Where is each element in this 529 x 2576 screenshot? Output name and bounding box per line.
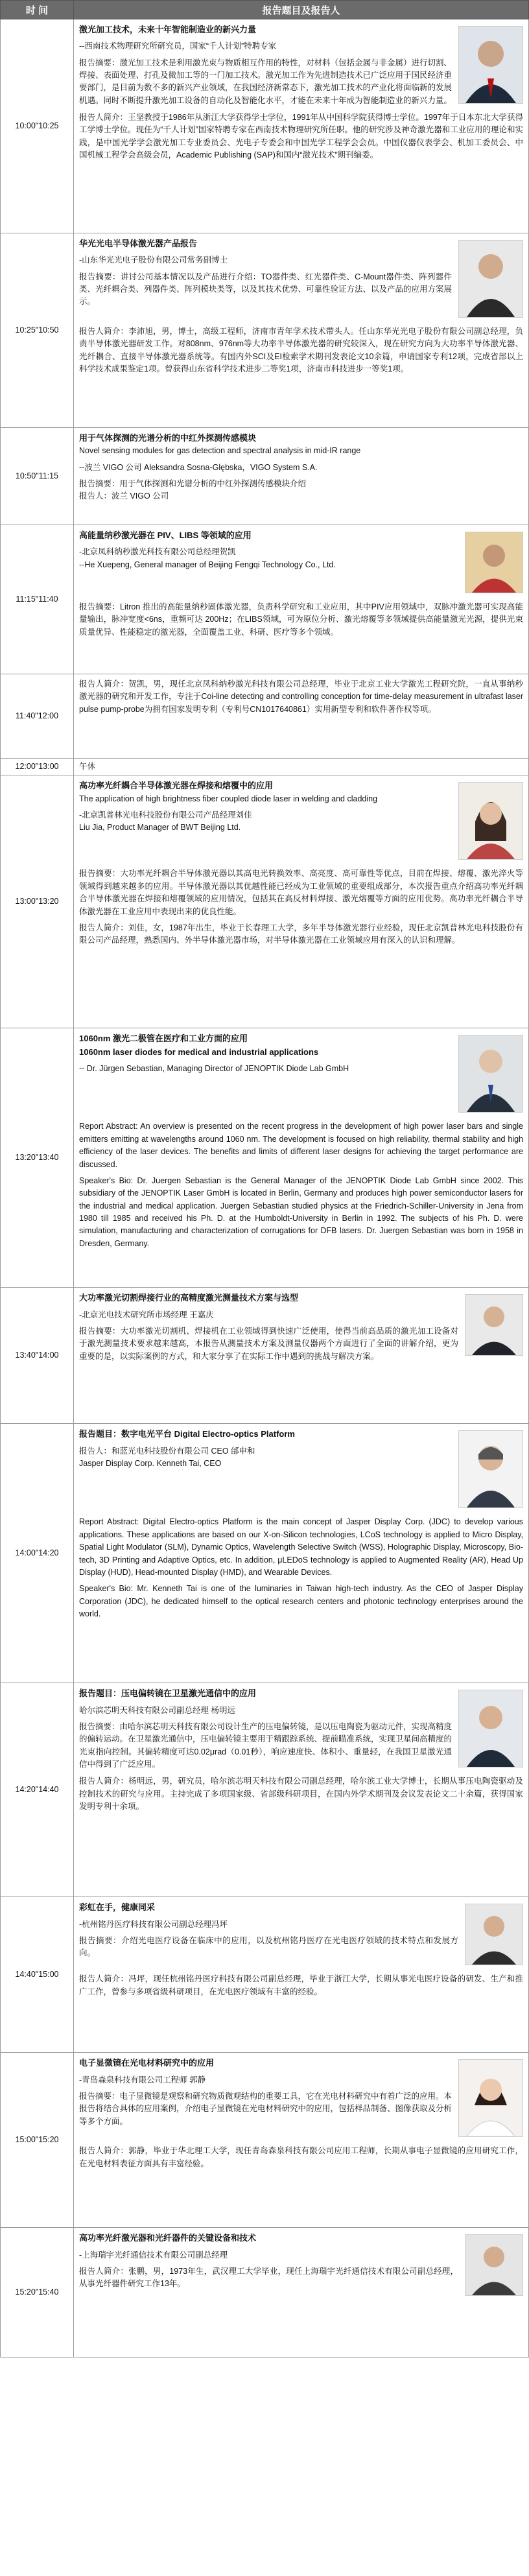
time-slot: 10:50"11:15 <box>1 428 74 525</box>
speaker-bio: 报告人简介：刘佳，女，1987年出生，毕业于长春理工大学，多年半导体激光器行业经验，现任北京凯普林光电科技股份有限公司产品经理，熟悉国内、外半导体激光器市场，对半导体激光器在工业领域应用有深入的认识和理解。 <box>79 923 523 945</box>
speaker-bio: 报告人简介：郭静，毕业于华北理工大学，现任青岛森泉科技有限公司应用工程师，长期从事电子显微镜的应用研究工作，在光电材料表征方面具有丰富经验。 <box>79 2146 523 2168</box>
speaker-photo <box>465 532 523 593</box>
speaker-photo <box>458 26 523 104</box>
talk-title: 高功率光纤激光器和光纤器件的关键设备和技术 <box>79 2233 257 2243</box>
speaker-bio: Speaker's Bio: Dr. Juergen Sebastian is the General Manager of the JENOPTIK Diode Lab GmbH since 2002. This subsidiary of the JENOPTIK Laser GmbH is located in Berlin, Germany and produces high power semiconductor lasers for the industrial and medical application. Juergen Sebastian studied physics at the Friedrich-Schiller-University in Jena from 1980 till 1985 and received his Ph. D. at the Humboldt-University in Berlin in 1992. The subjects of his Ph. D. were simulation, manufacturing and characterization of corrugations for DFB lasers. Dr. Juergen Sebastian was born in 1958 in Dresden, Germany. <box>79 1176 523 1248</box>
time-slot: 10:00"10:25 <box>1 19 74 233</box>
time-slot: 11:40"12:00 <box>1 674 74 759</box>
time-slot: 14:20"14:40 <box>1 1683 74 1897</box>
speaker-photo <box>458 2059 523 2137</box>
speaker-photo <box>458 1430 523 1508</box>
time-slot: 15:00"15:20 <box>1 2053 74 2228</box>
talk-english-title: The application of high brightness fiber coupled diode laser in welding and cladding <box>79 794 378 803</box>
time-slot: 14:40"15:00 <box>1 1897 74 2053</box>
agenda-row <box>1 1897 529 2053</box>
talk-title: 大功率激光切割焊接行业的高精度激光测量技术方案与选型 <box>79 1293 299 1303</box>
break-label: 午休 <box>79 762 96 771</box>
speaker-line: 哈尔滨芯明天科技有限公司副总经理 杨明远 <box>79 1705 235 1715</box>
agenda-row <box>1 1424 529 1683</box>
speaker-bio: 报告人简介：王坚教授于1986年从浙江大学获得学士学位，1991年从中国科学院获得博士学位。1997年于日本东北大学获得工学博士学位。现任为“千人计划”国家特聘专家在西南技术物理研究所任职。他的研究涉及神奇激光器和工业应用的理论和实践，是中国光学学会激光加工专业委员会、光电子专委会和中国光学工程学会会员。中国仪器仪表学会、机加工委员会、中国机械工程学会高级会员，Academic Publishing (SAP)和国内“激光技术”期刊编委。 <box>79 113 523 160</box>
agenda-row <box>1 19 529 233</box>
talk-abstract: 报告摘要：大功率激光切割机、焊接机在工业领域得到快速广泛使用，使得当前高品质的激光加工设备对于激光测量技术要求越来越高，本报告从测量技术方案及测量仪器两个方面进行了全面的讲解介绍，更为重要的是，以实际案例的方式，和大家分享了在实际工作中遇到的挑战与解决方案。 <box>79 1326 458 1361</box>
talk-title: 华光光电半导体激光器产品报告 <box>79 239 198 248</box>
agenda-row <box>1 759 529 775</box>
speaker-bio: 报告人简介：李沛旭，男，博士，高级工程师，济南市青年学术技术带头人。任山东华光光电子股份有限公司副总经理，负责半导体激光器研发工作。对808nm、976nm等大功率半导体激光器的研究较深入，现在研究方向为大功率半导体激光器、光纤耦合、直接半导体激光器系统等。有国内外SCI及EI检索学术期刊发表论文10余篇，申请国家专利12项，完成省部以上科学技术成果鉴定1项。曾获得山东省科学技术进步二等奖1项，济南市科技进步一等奖1项。 <box>79 327 523 374</box>
speaker-photo <box>465 1294 523 1356</box>
speaker-photo <box>465 2234 523 2296</box>
talk-abstract: 报告摘要：激光加工技术是利用激光束与物质相互作用的特性，对材料（包括金属与非金属）进行切割、焊接、表面处理、打孔及微加工等的一门加工技术。激光加工作为先进制造技术已广泛应用于国民经济重要部门，是目前为数不多的新兴产业领域，在我国经济新常态下，激光加工技术的产业化将面临新的发展机遇。同时不断提升激光加工设备的自动化及智能化水平，才能在未来十年成为智能制造业的新兴力量。 <box>79 58 453 105</box>
talk-abstract: 报告摘要：讲讨公司基本情况以及产品进行介绍：TO器件类、红光器件类、C-Mount器件类、阵列器件类、光纤耦合类、列器件类、阵列模块类等，以及其技术优势、可靠性验证方法、以及产品的应用方案展示。 <box>79 272 453 307</box>
time-slot: 15:20"15:40 <box>1 2228 74 2357</box>
speaker-bio: 报告人简介：贺凯，男，现任北京凤科纳秒激光科技有限公司总经理，毕业于北京工业大学激光工程研究院，一直从事纳秒激光器的研究和开发工作，专注于Coi-line detecting and controlling conception for time-delay measurement in ultrafast laser pulse pump-probe为拥有国家发明专利（专利号CN1017640861）实用新型专利和软件著作权等项。 <box>79 679 523 714</box>
topic-column-header: 报告题目及报告人 <box>74 1 529 19</box>
agenda-row <box>1 233 529 428</box>
agenda-row <box>1 775 529 1028</box>
time-slot: 14:00"14:20 <box>1 1424 74 1683</box>
talk-abstract: 报告摘要：大功率光纤耦合半导体激光器以其高电光转换效率、高亮度、高可靠性等优点，目前在焊接、熔覆、激光淬火等领域得到越来越多的应用。半导体激光器以其优越性能已经成为工业领域的重要组成部分，本次报告重点介绍高功率光纤耦合半导体激光器在焊接和熔覆领域的应用情况，包括其在高反材料焊接、激光熔覆等方面的应用优势。高功率光纤耦合半导体激光器在工业应用中表现出来的优良性能。 <box>79 869 523 916</box>
time-column-header: 时 间 <box>1 1 74 19</box>
talk-abstract: 报告摘要：电子显微镜是观察和研究物质微观结构的重要工具，它在光电材料研究中有着广泛的应用。本报告将结合具体的应用案例，介绍电子显微镜在光电材料研究中的应用，包括样品制备、图像获取及分析等多个方面。 <box>79 2091 453 2126</box>
talk-english-title: 1060nm laser diodes for medical and industrial applications <box>79 1046 319 1057</box>
speaker-bio: 报告人简介：杨明远，男，研究员，哈尔滨芯明天科技有限公司副总经理，哈尔滨工业大学博士，长期从事压电陶瓷驱动及控制技术的研究与应用。主持完成了多项国家级、省部级科研项目，在国内外学术期刊及会议发表论文二十余篇，获得国家发明专利十余项。 <box>79 1777 523 1812</box>
speaker-line: 报告人：和蓝光电科技股份有限公司 CEO 邰申和 Jasper Display Corp. Kenneth Tai, CEO <box>79 1446 255 1468</box>
time-slot: 10:25"10:50 <box>1 233 74 428</box>
speaker-photo <box>458 1035 523 1113</box>
time-slot: 13:20"13:40 <box>1 1028 74 1288</box>
time-slot: 12:00"13:00 <box>1 759 74 775</box>
talk-title: 高功率光纤耦合半导体激光器在焊接和熔覆中的应用 <box>79 781 274 791</box>
speaker-bio: 报告人简介：张鹏，男，1973年生，武汉理工大学毕业，现任上海瑞宇光纤通信技术有限公司副总经理，从事光纤器件研究工作13年。 <box>79 2266 458 2289</box>
talk-english-title: Novel sensing modules for gas detection and spectral analysis in mid-IR range <box>79 446 361 456</box>
agenda-row <box>1 1288 529 1424</box>
talk-title: 报告题目：压电偏转镜在卫星激光通信中的应用 <box>79 1688 257 1699</box>
talk-abstract: Report Abstract: An overview is presented on the recent progress in the development of high power laser bars and single emitters emitting at wavelengths around 1060 nm. The development is focused on high reliability, thermal stability and high efficiency of the laser devices. The benefits and limits of different laser designs for achieving the target performance are discussed. <box>79 1122 523 1169</box>
talk-abstract: 报告摘要：Litron 推出的高能量纳秒固体激光器，负责科学研究和工业应用，其中PIV应用领域中，双脉冲激光器可实现高能量输出，脉冲宽度<6ns，重频可达 200Hz；在LIBS领域，可为原位分析、激光熔覆等多领域提供高能量激光光源，提供光束质量优异、性能稳定的激光器，全面覆盖工业、科研、医疗等多个领域。 <box>79 602 523 637</box>
time-slot: 11:15"11:40 <box>1 525 74 674</box>
speaker-line: --西南技术物理研究所研究员，国家“千人计划”特聘专家 <box>79 41 277 51</box>
talk-title: 1060nm 激光二极管在医疗和工业方面的应用 <box>79 1034 248 1044</box>
speaker-bio: Speaker's Bio: Mr. Kenneth Tai is one of the luminaries in Taiwan high-tech industry. As the CEO of Jasper Display Corporation (JDC), he dedicated himself to the optical research centers and photonic technology enterprises around the world. <box>79 1584 523 1618</box>
speaker-photo <box>465 1904 523 1965</box>
agenda-row <box>1 2053 529 2228</box>
talk-abstract: Report Abstract: Digital Electro-optics Platform is the main concept of Jasper Display Corp. (JDC) to develop various applications. These applications are based on our X-on-Silicon technologies, LCoS technology is applied to Micro Display, Spatial Light Modulator (SLM), Dynamic Optics, Wavelength Selective Switch (WSS), Holographic Display, Microscopy, Bio-tech, 3D Printing and Adaptive Optics, etc. In addition, μLEDoS technology is applied to Augmented Reality (AR), Head Up Display (HUD), Head-mounted Display (HMD), and Wearable Devices. <box>79 1517 523 1577</box>
speaker-line: -山东华光光电子股份有限公司常务副博士 <box>79 255 228 265</box>
speaker-line: -北京光电技术研究所市场经理 王嘉庆 <box>79 1310 214 1319</box>
speaker-line: -杭州铭丹医疗科技有限公司副总经理冯坪 <box>79 1919 228 1929</box>
talk-abstract: 报告摘要：由哈尔滨芯明天科技有限公司设计生产的压电偏转镜，是以压电陶瓷为驱动元件，实现高精度的偏转运动。在卫星激光通信中，压电偏转镜主要用于精跟踪系统、提前瞄准系统，实现卫星间高精度的光束指向控制。其偏转精度可达0.02μrad（0.01秒），响应速度快、体积小、重量轻，在我国卫星激光通信中得到了广泛应用。 <box>79 1721 453 1769</box>
talk-title: 电子显微镜在光电材料研究中的应用 <box>79 2058 215 2068</box>
speaker-bio: 报告人：波兰 VIGO 公司 <box>79 491 169 501</box>
time-slot: 13:40"14:00 <box>1 1288 74 1424</box>
agenda-row <box>1 1028 529 1288</box>
agenda-row <box>1 674 529 759</box>
speaker-photo <box>458 1690 523 1767</box>
speaker-line: -北京凯普林光电科技股份有限公司产品经理刘佳 Liu Jia, Product Manager of BWT Beijing Ltd. <box>79 810 252 833</box>
agenda-row <box>1 2228 529 2357</box>
speaker-bio: 报告人简介：冯坪，现任杭州铭丹医疗科技有限公司副总经理，毕业于浙江大学，长期从事光电医疗设备的研发、生产和推广工作，曾参与多项省级科研项目，在光电医疗领域有丰富的经验。 <box>79 1974 523 1996</box>
speaker-line: -北京凤科纳秒激光科技有限公司总经理贺凯 --He Xuepeng, General manager of Beijing Fengqi Technology Co., Ltd. <box>79 547 336 569</box>
talk-abstract: 报告摘要：介绍光电医疗设备在临床中的应用，以及杭州铭丹医疗在光电医疗领域的技术特点和发展方向。 <box>79 1935 458 1958</box>
talk-title: 高能量纳秒激光器在 PIV、LIBS 等领域的应用 <box>79 530 252 540</box>
talk-title: 用于气体探测的光谱分析的中红外探测传感模块 <box>79 433 257 443</box>
speaker-line: -- Dr. Jürgen Sebastian, Managing Director of JENOPTIK Diode Lab GmbH <box>79 1063 349 1073</box>
talk-title: 报告题目：数字电光平台 Digital Electro-optics Platform <box>79 1429 295 1439</box>
talk-title: 彩虹在手，健康同采 <box>79 1902 156 1913</box>
talk-title: 激光加工技术，未来十年智能制造业的新兴力量 <box>79 25 257 34</box>
agenda-row <box>1 1683 529 1897</box>
speaker-line: -青岛森泉科技有限公司工程师 郭静 <box>79 2075 206 2085</box>
agenda-row <box>1 525 529 674</box>
time-slot: 13:00"13:20 <box>1 775 74 1028</box>
speaker-line: -上海瑞宇光纤通信技术有限公司副总经理 <box>79 2250 228 2260</box>
speaker-photo <box>458 240 523 318</box>
agenda-row <box>1 428 529 525</box>
talk-abstract: 报告摘要：用于气体探测和光谱分析的中红外探测传感模块介绍 <box>79 479 307 488</box>
speaker-photo <box>458 782 523 860</box>
speaker-line: --波兰 VIGO 公司 Aleksandra Sosna-Glębska，VIGO System S.A. <box>79 462 318 472</box>
